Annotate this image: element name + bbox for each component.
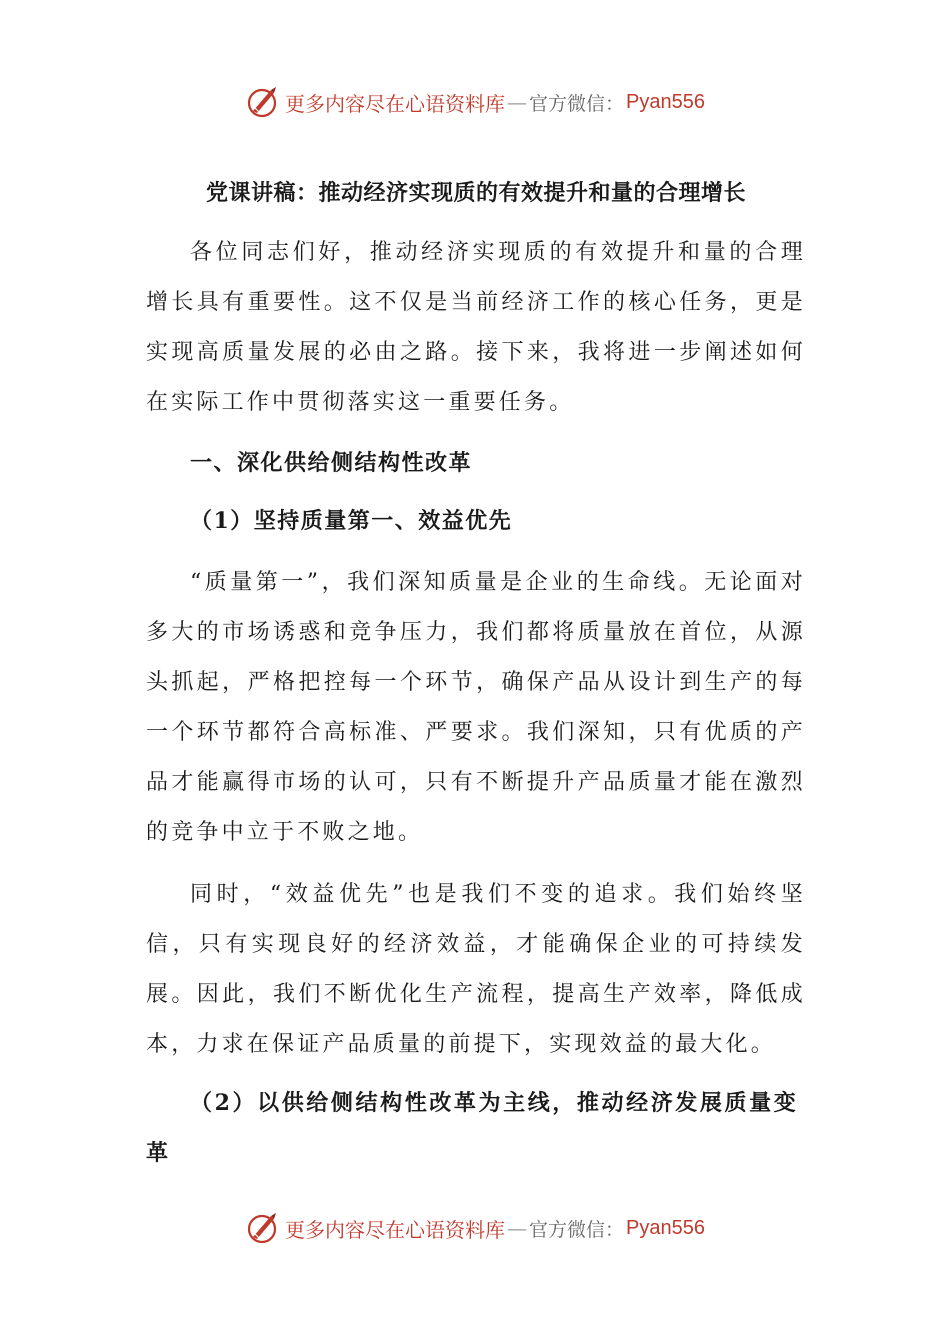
watermark-footer [0,1208,950,1248]
document-body [146,170,806,1178]
section-heading-1: 一、深化供给侧结构性改革 [190,450,473,476]
quality-paragraph: “质量第一”，我们深知质量是企业的生命线。无论面对多大的市场诱惑和竞争压力，我们都将质量放在首位，从源头抓起，严格把控每一个环节，确保产品从设计到生产的每一个环节都符合高标准、严要求。我们深知，只有优质的产品才能赢得市场的认可，只有不断提升产品质量才能在激烈的竞争中立于不败之地。 [146,570,806,845]
watermark-brand: 更多内容尽在心语资料库 [285,91,505,116]
document-title: 党课讲稿：推动经济实现质的有效提升和量的合理增长 [205,180,746,206]
watermark-account: Pyan556 [626,90,705,113]
subsection-heading-2: （2）以供给侧结构性改革为主线，推动经济发展质量变革 [146,1090,799,1166]
efficiency-paragraph: 同时，“效益优先”也是我们不变的追求。我们始终坚信，只有实现良好的经济效益，才能确保企业的可持续发展。因此，我们不断优化生产流程，提高生产效率，降低成本，力求在保证产品质量的前提下，实现效益的最大化。 [146,882,806,1057]
watermark-brand: 更多内容尽在心语资料库 [285,1217,505,1242]
intro-paragraph: 各位同志们好，推动经济实现质的有效提升和量的合理增长具有重要性。这不仅是当前经济工作的核心任务，更是实现高质量发展的必由之路。接下来，我将进一步阐述如何在实际工作中贯彻落实这一重要任务。 [146,240,806,415]
watermark-wechat-label: 官方微信： [529,1218,625,1241]
watermark-wechat-label: 官方微信： [529,92,625,115]
watermark-dash: — [507,90,527,114]
watermark-account: Pyan556 [626,1216,705,1239]
quill-pen-icon [245,84,281,120]
watermark-dash: — [507,1216,527,1240]
watermark-header [0,82,950,122]
subsection-heading-1: （1）坚持质量第一、效益优先 [190,508,513,534]
quill-pen-icon [245,1210,281,1246]
